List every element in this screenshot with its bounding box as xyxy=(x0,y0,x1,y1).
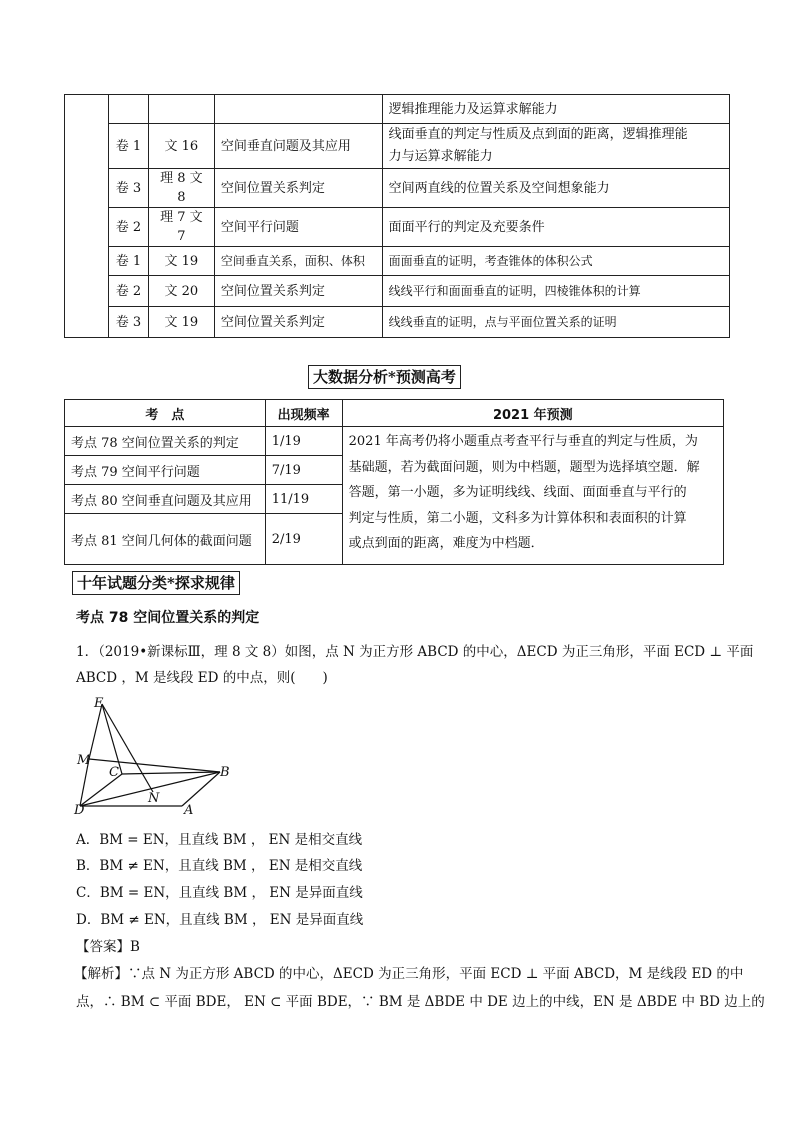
number-cell: 文 20 xyxy=(148,276,214,307)
ability-cell: 面面垂直的证明，考查锥体的体积公式 xyxy=(382,247,729,276)
topic-cell: 空间垂直关系，面积、体积 xyxy=(214,247,382,276)
prediction-line: 或点到面的距离，难度为中档题． xyxy=(348,536,544,551)
frequency-cell: 7/19 xyxy=(265,456,342,485)
paper-cell: 卷 2 xyxy=(108,208,148,247)
paper-cell: 卷 3 xyxy=(108,307,148,338)
number-cell: 理 7 文 7 xyxy=(148,208,214,247)
option-b: B．BM ≠ EN，且直线 BM ， EN 是相交直线 xyxy=(76,858,363,874)
option-c: C．BM = EN，且直线 BM ， EN 是异面直线 xyxy=(76,885,363,901)
option-d: D．BM ≠ EN，且直线 BM ， EN 是异面直线 xyxy=(76,912,364,928)
label-e: E xyxy=(94,696,104,711)
table-row xyxy=(65,124,730,169)
edge-cb xyxy=(122,772,220,774)
analysis-line: 点，∴ BM ⊂ 平面 BDE， EN ⊂ 平面 BDE，∵ BM 是 ΔBDE 中 DE 边上的中线，EN 是 ΔBDE 中 BD 边上的 xyxy=(76,994,765,1010)
point-cell: 考点 80 空间垂直问题及其应用 xyxy=(65,485,266,514)
ability-line: 力与运算求解能力 xyxy=(388,149,493,164)
paper-cell xyxy=(108,95,148,124)
prediction-line: 基础题，若为截面问题，则为中档题，题型为选择填空题．解 xyxy=(348,459,700,475)
header-frequency: 出现频率 xyxy=(265,400,342,427)
ability-cell: 空间两直线的位置关系及空间想象能力 xyxy=(382,169,729,208)
ability-line: 线面垂直的判定与性质及点到面的距离，逻辑推理能 xyxy=(388,127,688,142)
label-n: N xyxy=(148,791,160,806)
topic-cell: 空间垂直问题及其应用 xyxy=(214,124,382,169)
geometry-figure xyxy=(72,694,242,816)
label-d: D xyxy=(74,803,85,816)
prediction-line: 答题，第一小题，多为证明线线、线面、面面垂直与平行的 xyxy=(348,485,687,500)
year-cell xyxy=(65,95,109,338)
table-row xyxy=(65,208,730,247)
header-prediction: 2021 年预测 xyxy=(342,400,723,427)
number-cell: 理 8 文 8 xyxy=(148,169,214,208)
prediction-line: 2021 年高考仍将小题重点考查平行与垂直的判定与性质，为 xyxy=(348,434,698,449)
point-cell: 考点 81 空间几何体的截面问题 xyxy=(65,514,266,565)
option-a: A．BM = EN，且直线 BM ， EN 是相交直线 xyxy=(76,832,363,848)
label-c: C xyxy=(109,765,119,780)
ability-cell: 线线平行和面面垂直的证明，四棱锥体积的计算 xyxy=(382,276,729,307)
number-cell: 文 16 xyxy=(148,124,214,169)
edge-ec xyxy=(102,704,122,774)
frequency-cell: 2/19 xyxy=(265,514,342,565)
paper-cell: 卷 1 xyxy=(108,247,148,276)
section-title: 十年试题分类*探求规律 xyxy=(72,571,240,595)
prediction-line: 判定与性质，第二小题，文科多为计算体积和表面积的计算 xyxy=(348,510,687,526)
prediction-cell xyxy=(342,427,723,565)
ability-cell: 面面平行的判定及充要条件 xyxy=(382,208,729,247)
topic-cell: 空间位置关系判定 xyxy=(214,307,382,338)
topic-cell: 空间平行问题 xyxy=(214,208,382,247)
paper-cell: 卷 2 xyxy=(108,276,148,307)
label-m: M xyxy=(77,753,91,768)
table-row xyxy=(65,95,730,124)
number-cell: 文 19 xyxy=(148,307,214,338)
table-row xyxy=(65,276,730,307)
paper-cell: 卷 1 xyxy=(108,124,148,169)
prediction-table xyxy=(64,399,724,565)
table-row xyxy=(65,307,730,338)
edge-em xyxy=(89,704,102,759)
ability-cell: 线线垂直的证明，点与平面位置关系的证明 xyxy=(382,307,729,338)
header-point: 考 点 xyxy=(65,400,266,427)
topic-cell xyxy=(214,95,382,124)
table-header-row xyxy=(65,400,724,427)
answer: 【答案】B xyxy=(76,939,140,955)
point-cell: 考点 78 空间位置关系的判定 xyxy=(65,427,266,456)
big-data-title: 大数据分析*预测高考 xyxy=(308,365,461,389)
frequency-cell: 11/19 xyxy=(265,485,342,514)
table-row xyxy=(65,247,730,276)
question-line: 1．（2019•新课标Ⅲ，理 8 文 8）如图，点 N 为正方形 ABCD 的中心，ΔECD 为正三角形，平面 ECD ⊥ 平面 xyxy=(76,644,754,660)
number-cell xyxy=(148,95,214,124)
point-cell: 考点 79 空间平行问题 xyxy=(65,456,266,485)
ability-cell: 逻辑推理能力及运算求解能力 xyxy=(382,95,729,124)
table-row xyxy=(65,427,724,456)
topic-cell: 空间位置关系判定 xyxy=(214,276,382,307)
ability-cell xyxy=(382,124,729,169)
analysis-line: 【解析】∵点 N 为正方形 ABCD 的中心，ΔECD 为正三角形，平面 ECD ⊥ 平面 ABCD，M 是线段 ED 的中 xyxy=(74,966,744,982)
table-row xyxy=(65,169,730,208)
exam-history-table xyxy=(64,94,730,338)
frequency-cell: 1/19 xyxy=(265,427,342,456)
paper-cell: 卷 3 xyxy=(108,169,148,208)
topic-cell: 空间位置关系判定 xyxy=(214,169,382,208)
question-line: ABCD ，M 是线段 ED 的中点，则( ) xyxy=(76,670,328,686)
label-b: B xyxy=(220,765,230,780)
number-cell: 文 19 xyxy=(148,247,214,276)
topic-title: 考点 78 空间位置关系的判定 xyxy=(76,610,260,626)
label-a: A xyxy=(184,803,194,816)
